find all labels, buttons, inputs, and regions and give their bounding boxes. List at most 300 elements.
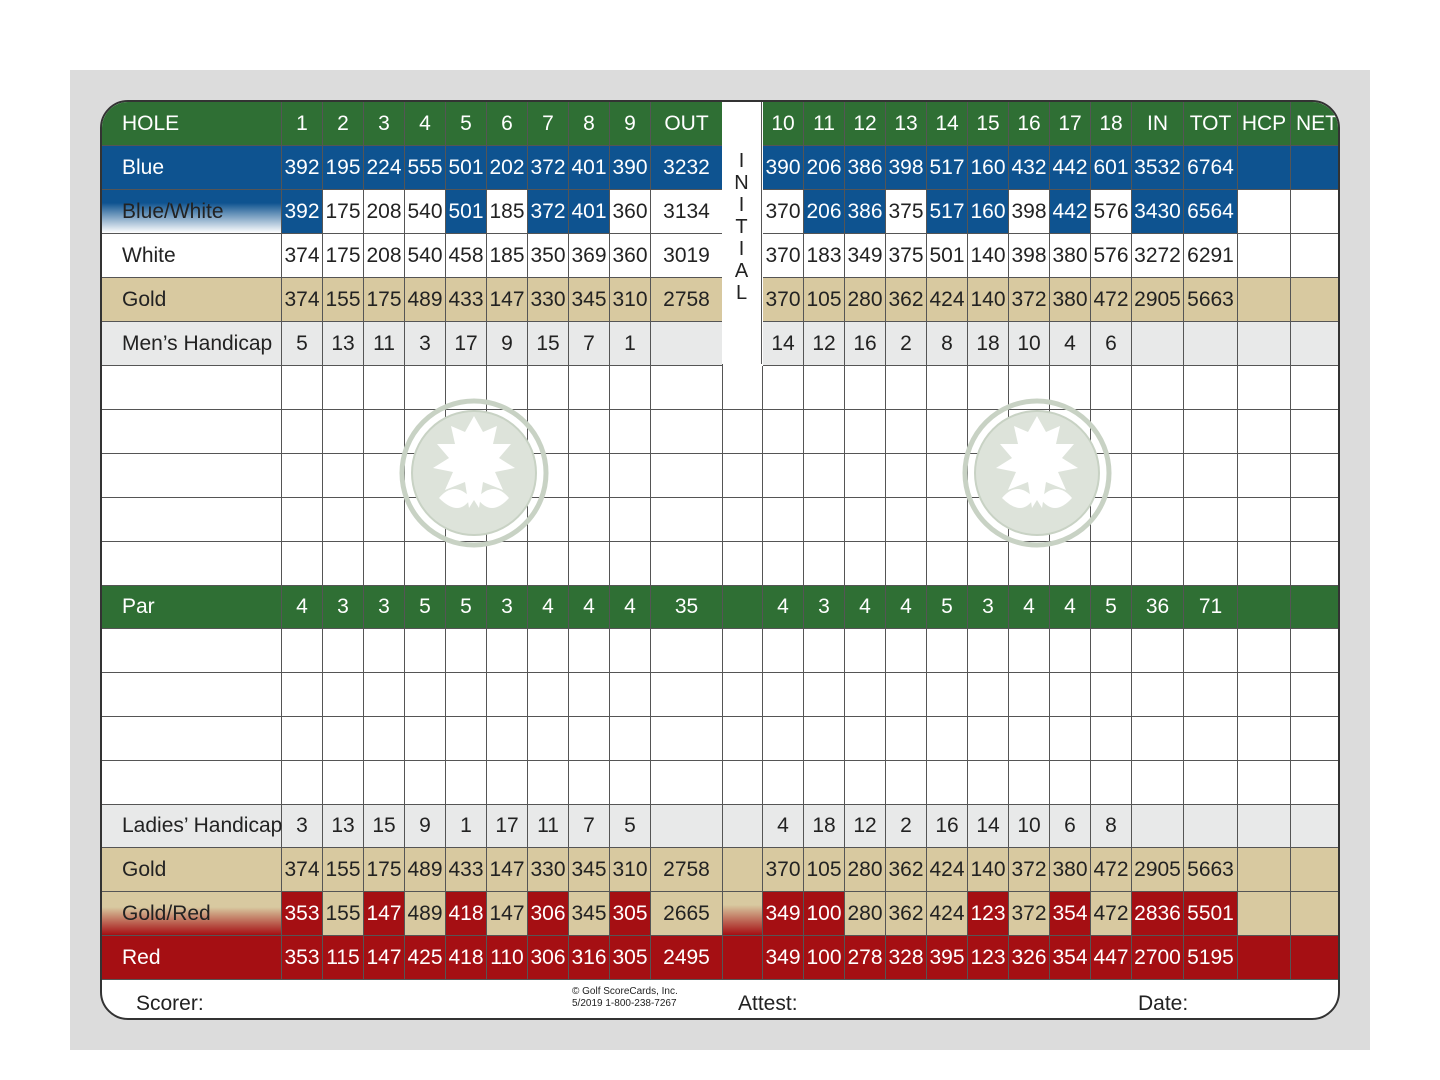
hole-cell[interactable] [927, 629, 968, 673]
hcp-cell[interactable] [1238, 542, 1291, 586]
hole-cell: 9 [487, 322, 528, 366]
net-cell[interactable] [1291, 322, 1340, 366]
hole-cell: 2 [886, 322, 927, 366]
hole-cell[interactable] [528, 542, 569, 586]
hole-cell: 5 [610, 805, 651, 848]
hole-cell: 115 [323, 936, 364, 980]
tot-cell: 5663 [1184, 278, 1238, 322]
hole-cell: 349 [763, 936, 804, 980]
hole-cell[interactable] [282, 673, 323, 717]
hole-cell[interactable] [845, 629, 886, 673]
hole-cell: 380 [1050, 234, 1091, 278]
hole-cell[interactable] [282, 454, 323, 498]
hole-cell: 175 [323, 234, 364, 278]
hole-cell: 447 [1091, 936, 1132, 980]
hole-cell[interactable] [405, 629, 446, 673]
hole-cell[interactable] [804, 629, 845, 673]
in-cell[interactable] [1132, 410, 1184, 454]
hole-cell[interactable] [1009, 542, 1050, 586]
hole-cell: 208 [364, 234, 405, 278]
hole-cell[interactable] [1091, 761, 1132, 805]
out-cell[interactable] [651, 498, 723, 542]
hole-cell: 11 [364, 322, 405, 366]
hole-cell[interactable] [1091, 717, 1132, 761]
hole-cell[interactable] [610, 629, 651, 673]
hole-cell[interactable] [927, 761, 968, 805]
hole-cell[interactable] [804, 498, 845, 542]
hole-cell[interactable] [487, 717, 528, 761]
net-cell[interactable] [1291, 805, 1340, 848]
tot-cell [1184, 322, 1238, 366]
hole-cell: 362 [886, 278, 927, 322]
tot-cell[interactable] [1184, 542, 1238, 586]
hole-cell: 349 [845, 234, 886, 278]
out-cell[interactable] [651, 542, 723, 586]
in-cell[interactable] [1132, 454, 1184, 498]
hole-cell[interactable] [804, 454, 845, 498]
hole-cell: 418 [446, 936, 487, 980]
net-cell[interactable] [1291, 848, 1340, 892]
hole-cell: 472 [1091, 892, 1132, 936]
hole-cell[interactable] [282, 717, 323, 761]
hole-cell[interactable] [968, 629, 1009, 673]
hole-cell[interactable] [323, 366, 364, 410]
hole-cell[interactable] [282, 366, 323, 410]
hcp-cell[interactable] [1238, 892, 1291, 936]
hole-cell: 280 [845, 278, 886, 322]
hole-cell[interactable] [1009, 761, 1050, 805]
hole-cell: 349 [763, 892, 804, 936]
hole-cell: 280 [845, 848, 886, 892]
hole-cell: 14 [927, 102, 968, 146]
hole-cell[interactable] [968, 761, 1009, 805]
hole-cell[interactable] [323, 454, 364, 498]
hole-cell: 380 [1050, 278, 1091, 322]
hole-cell[interactable] [569, 629, 610, 673]
hole-cell[interactable] [364, 673, 405, 717]
row-label: White [102, 234, 282, 278]
hcp-cell[interactable] [1238, 586, 1291, 629]
hole-cell: 160 [968, 190, 1009, 234]
hole-cell[interactable] [804, 410, 845, 454]
hole-cell[interactable] [610, 366, 651, 410]
hole-cell[interactable] [323, 542, 364, 586]
hole-cell: 345 [569, 848, 610, 892]
hole-cell[interactable] [927, 542, 968, 586]
hole-cell: 306 [528, 892, 569, 936]
hole-cell: 310 [610, 278, 651, 322]
hole-cell[interactable] [446, 761, 487, 805]
net-cell[interactable] [1291, 542, 1340, 586]
hole-cell: 17 [1050, 102, 1091, 146]
hole-cell[interactable] [845, 673, 886, 717]
hole-cell[interactable] [804, 761, 845, 805]
hole-cell: 202 [487, 146, 528, 190]
hole-cell[interactable] [569, 454, 610, 498]
hole-cell: 354 [1050, 936, 1091, 980]
hole-cell: 489 [405, 278, 446, 322]
hole-cell: 328 [886, 936, 927, 980]
hole-cell: 18 [1091, 102, 1132, 146]
hole-cell: 390 [763, 146, 804, 190]
hole-cell[interactable] [323, 498, 364, 542]
hole-cell: 316 [569, 936, 610, 980]
hole-cell[interactable] [610, 498, 651, 542]
hole-cell: 424 [927, 892, 968, 936]
hole-cell[interactable] [886, 366, 927, 410]
hole-cell[interactable] [282, 761, 323, 805]
net-cell[interactable] [1291, 410, 1340, 454]
hcp-cell[interactable] [1238, 278, 1291, 322]
out-cell[interactable] [651, 366, 723, 410]
hole-cell[interactable] [528, 673, 569, 717]
hcp-cell[interactable] [1238, 234, 1291, 278]
net-cell[interactable] [1291, 234, 1340, 278]
hole-cell[interactable] [364, 761, 405, 805]
hole-cell[interactable] [804, 673, 845, 717]
hole-cell[interactable] [282, 629, 323, 673]
hole-cell: 401 [569, 146, 610, 190]
hole-cell: 5 [405, 586, 446, 629]
hole-cell: 576 [1091, 190, 1132, 234]
tot-cell [1184, 805, 1238, 848]
hole-cell: 4 [1050, 322, 1091, 366]
hole-cell[interactable] [763, 366, 804, 410]
out-cell: 2495 [651, 936, 723, 980]
initial-letter: L [735, 282, 748, 304]
hole-cell: 9 [405, 805, 446, 848]
row-label [102, 761, 282, 805]
tot-cell: 6291 [1184, 234, 1238, 278]
hole-cell[interactable] [569, 673, 610, 717]
tot-cell[interactable] [1184, 717, 1238, 761]
hole-cell: 185 [487, 190, 528, 234]
hole-cell[interactable] [845, 542, 886, 586]
hole-cell: 370 [763, 278, 804, 322]
hole-cell[interactable] [610, 410, 651, 454]
hole-cell[interactable] [763, 498, 804, 542]
out-cell[interactable] [651, 673, 723, 717]
hole-cell: 375 [886, 190, 927, 234]
hole-cell[interactable] [886, 542, 927, 586]
hole-cell[interactable] [610, 673, 651, 717]
hole-cell[interactable] [405, 673, 446, 717]
hole-cell[interactable] [446, 717, 487, 761]
hole-cell: 10 [1009, 322, 1050, 366]
footer [102, 976, 1340, 1020]
net-cell[interactable] [1291, 498, 1340, 542]
hole-cell[interactable] [845, 498, 886, 542]
hcp-cell[interactable] [1238, 498, 1291, 542]
hole-cell[interactable] [446, 673, 487, 717]
tot-cell[interactable] [1184, 761, 1238, 805]
hole-cell: 369 [569, 234, 610, 278]
hole-cell[interactable] [405, 542, 446, 586]
hole-cell: 100 [804, 892, 845, 936]
hcp-cell[interactable] [1238, 146, 1291, 190]
hole-cell[interactable] [763, 410, 804, 454]
hole-cell[interactable] [487, 629, 528, 673]
in-cell[interactable] [1132, 366, 1184, 410]
hole-cell[interactable] [610, 717, 651, 761]
hole-cell[interactable] [1050, 761, 1091, 805]
out-cell[interactable] [651, 454, 723, 498]
hcp-cell[interactable] [1238, 322, 1291, 366]
hole-cell[interactable] [528, 761, 569, 805]
initial-cell [723, 673, 763, 717]
hole-cell[interactable] [487, 542, 528, 586]
hole-cell[interactable] [1091, 673, 1132, 717]
hcp-cell[interactable] [1238, 848, 1291, 892]
hcp-cell[interactable] [1238, 410, 1291, 454]
hole-cell[interactable] [487, 761, 528, 805]
hole-cell[interactable] [323, 717, 364, 761]
hole-cell[interactable] [364, 542, 405, 586]
hole-cell[interactable] [528, 717, 569, 761]
in-cell: IN [1132, 102, 1184, 146]
net-cell[interactable] [1291, 761, 1340, 805]
hole-cell: 425 [405, 936, 446, 980]
hole-cell[interactable] [804, 542, 845, 586]
hole-cell[interactable] [886, 673, 927, 717]
hole-cell[interactable] [1050, 629, 1091, 673]
hole-cell[interactable] [845, 366, 886, 410]
hole-cell: 175 [364, 848, 405, 892]
hole-cell[interactable] [886, 498, 927, 542]
row-label [102, 454, 282, 498]
hole-cell[interactable] [927, 673, 968, 717]
hole-cell[interactable] [446, 542, 487, 586]
hole-cell: 442 [1050, 146, 1091, 190]
hole-cell[interactable] [968, 673, 1009, 717]
hole-cell: 555 [405, 146, 446, 190]
hole-cell[interactable] [845, 454, 886, 498]
hole-cell[interactable] [886, 410, 927, 454]
tot-cell: 5663 [1184, 848, 1238, 892]
in-cell[interactable] [1132, 673, 1184, 717]
out-cell[interactable] [651, 761, 723, 805]
hole-cell[interactable] [1050, 673, 1091, 717]
tot-cell: 6564 [1184, 190, 1238, 234]
hole-cell: 472 [1091, 848, 1132, 892]
hole-cell[interactable] [364, 717, 405, 761]
out-cell[interactable] [651, 629, 723, 673]
hole-cell[interactable] [323, 761, 364, 805]
hole-cell[interactable] [1050, 542, 1091, 586]
initial-cell [723, 586, 763, 629]
hcp-cell[interactable] [1238, 629, 1291, 673]
row-label: Blue/White [102, 190, 282, 234]
tot-cell[interactable] [1184, 410, 1238, 454]
net-cell[interactable] [1291, 190, 1340, 234]
initial-cell [723, 542, 763, 586]
tot-cell: 5501 [1184, 892, 1238, 936]
in-cell[interactable] [1132, 542, 1184, 586]
hole-cell[interactable] [763, 454, 804, 498]
hole-cell[interactable] [569, 366, 610, 410]
hole-cell[interactable] [1009, 717, 1050, 761]
hole-cell[interactable] [1050, 717, 1091, 761]
tot-cell[interactable] [1184, 366, 1238, 410]
hole-cell: 3 [323, 586, 364, 629]
hole-cell[interactable] [763, 629, 804, 673]
hole-cell: 345 [569, 278, 610, 322]
in-cell[interactable] [1132, 761, 1184, 805]
hole-cell: 17 [446, 322, 487, 366]
in-cell[interactable] [1132, 498, 1184, 542]
hole-cell: 310 [610, 848, 651, 892]
hole-cell[interactable] [323, 673, 364, 717]
hole-cell: 330 [528, 278, 569, 322]
hole-cell: 398 [1009, 190, 1050, 234]
net-cell[interactable] [1291, 717, 1340, 761]
hole-cell[interactable] [804, 717, 845, 761]
hcp-cell[interactable] [1238, 717, 1291, 761]
in-cell[interactable] [1132, 629, 1184, 673]
hole-cell: 374 [282, 848, 323, 892]
tot-cell[interactable] [1184, 498, 1238, 542]
hole-cell: 501 [446, 146, 487, 190]
hole-cell[interactable] [763, 761, 804, 805]
hcp-cell[interactable] [1238, 673, 1291, 717]
hole-cell[interactable] [569, 498, 610, 542]
hole-cell: 375 [886, 234, 927, 278]
hole-cell: 12 [804, 322, 845, 366]
net-cell[interactable] [1291, 366, 1340, 410]
net-cell[interactable] [1291, 586, 1340, 629]
net-cell[interactable] [1291, 454, 1340, 498]
row-label [102, 629, 282, 673]
hole-cell: 18 [968, 322, 1009, 366]
hole-cell: 362 [886, 892, 927, 936]
hole-cell[interactable] [610, 454, 651, 498]
copyright-line1: © Golf ScoreCards, Inc. [572, 986, 678, 997]
hole-cell[interactable] [610, 761, 651, 805]
hole-cell[interactable] [804, 366, 845, 410]
hole-cell[interactable] [569, 410, 610, 454]
score-grid [102, 102, 1340, 976]
hole-cell: 3 [364, 102, 405, 146]
out-cell: 2758 [651, 848, 723, 892]
hcp-cell[interactable] [1238, 805, 1291, 848]
tot-cell[interactable] [1184, 454, 1238, 498]
hole-cell[interactable] [927, 717, 968, 761]
hole-cell: 147 [364, 936, 405, 980]
hole-cell: 206 [804, 146, 845, 190]
hole-cell: 3 [487, 586, 528, 629]
hole-cell[interactable] [845, 761, 886, 805]
hole-cell[interactable] [569, 761, 610, 805]
hole-cell[interactable] [886, 761, 927, 805]
hole-cell[interactable] [1009, 629, 1050, 673]
hole-cell[interactable] [282, 410, 323, 454]
hole-cell[interactable] [845, 717, 886, 761]
hole-cell: 5 [446, 586, 487, 629]
in-cell: 3272 [1132, 234, 1184, 278]
hole-cell[interactable] [763, 673, 804, 717]
hole-cell[interactable] [610, 542, 651, 586]
net-cell[interactable] [1291, 673, 1340, 717]
hole-cell[interactable] [569, 717, 610, 761]
hole-cell: 123 [968, 936, 1009, 980]
out-cell[interactable] [651, 410, 723, 454]
leaf-seal-icon [962, 398, 1112, 548]
hole-cell: 433 [446, 278, 487, 322]
hole-cell[interactable] [323, 410, 364, 454]
hole-cell: 424 [927, 848, 968, 892]
net-cell[interactable] [1291, 146, 1340, 190]
row-label: HOLE [102, 102, 282, 146]
hole-cell: 442 [1050, 190, 1091, 234]
hole-cell: 3 [282, 805, 323, 848]
hole-cell[interactable] [487, 673, 528, 717]
hcp-cell[interactable] [1238, 936, 1291, 980]
hole-cell: 326 [1009, 936, 1050, 980]
hole-cell[interactable] [1091, 629, 1132, 673]
hole-cell[interactable] [405, 761, 446, 805]
hole-cell[interactable] [569, 542, 610, 586]
hole-cell: 372 [528, 146, 569, 190]
hole-cell: 4 [1009, 586, 1050, 629]
tot-cell: 71 [1184, 586, 1238, 629]
out-cell: 2758 [651, 278, 723, 322]
hole-cell: 350 [528, 234, 569, 278]
hole-cell: 540 [405, 234, 446, 278]
hole-cell[interactable] [1091, 542, 1132, 586]
in-cell: 2700 [1132, 936, 1184, 980]
hole-cell[interactable] [886, 717, 927, 761]
row-label [102, 498, 282, 542]
hole-cell: 4 [405, 102, 446, 146]
net-cell[interactable] [1291, 629, 1340, 673]
hole-cell[interactable] [282, 498, 323, 542]
hole-cell[interactable] [364, 629, 405, 673]
hole-cell: 8 [569, 102, 610, 146]
tot-cell[interactable] [1184, 673, 1238, 717]
tot-cell[interactable] [1184, 629, 1238, 673]
hole-cell[interactable] [528, 629, 569, 673]
hole-cell[interactable] [763, 542, 804, 586]
net-cell[interactable] [1291, 936, 1340, 980]
in-cell[interactable] [1132, 717, 1184, 761]
net-cell[interactable] [1291, 892, 1340, 936]
row-label [102, 717, 282, 761]
hole-cell[interactable] [323, 629, 364, 673]
hole-cell: 433 [446, 848, 487, 892]
hole-cell[interactable] [282, 542, 323, 586]
hole-cell[interactable] [968, 717, 1009, 761]
hole-cell[interactable] [446, 629, 487, 673]
row-label [102, 410, 282, 454]
hole-cell[interactable] [405, 717, 446, 761]
hole-cell: 390 [610, 146, 651, 190]
net-cell[interactable] [1291, 278, 1340, 322]
hole-cell[interactable] [845, 410, 886, 454]
hole-cell[interactable] [763, 717, 804, 761]
hcp-cell[interactable] [1238, 366, 1291, 410]
in-cell: 2836 [1132, 892, 1184, 936]
out-cell[interactable] [651, 717, 723, 761]
hole-cell: 14 [968, 805, 1009, 848]
hole-cell[interactable] [968, 542, 1009, 586]
hole-cell[interactable] [886, 454, 927, 498]
hcp-cell[interactable] [1238, 454, 1291, 498]
hcp-cell[interactable] [1238, 761, 1291, 805]
hole-cell[interactable] [1009, 673, 1050, 717]
hole-cell[interactable] [886, 629, 927, 673]
initial-letter: I [738, 150, 745, 172]
hcp-cell[interactable] [1238, 190, 1291, 234]
